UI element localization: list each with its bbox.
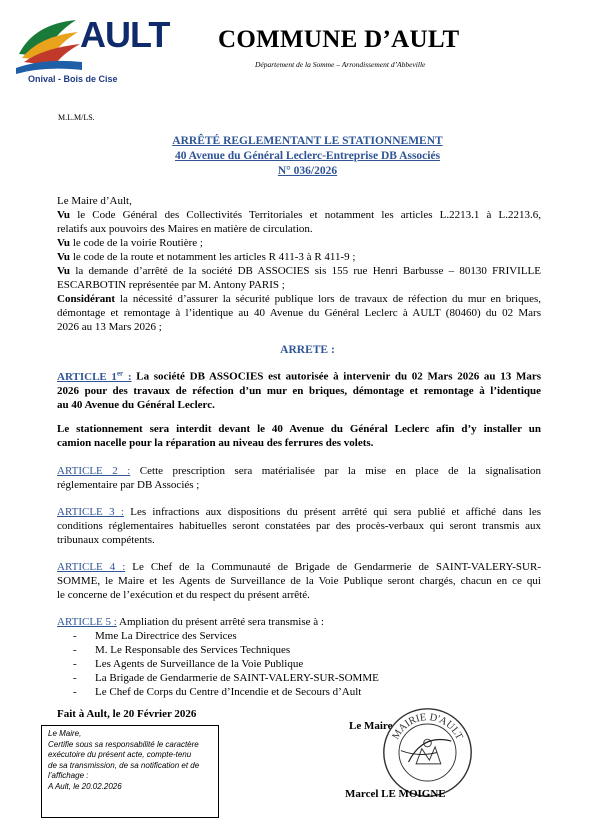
considerant-cont1: démontage et remontage à l’identique au 40 Avenue du Général Leclerc à AULT (80460) du 02 Mars xyxy=(57,307,541,319)
certification-box: Le Maire, Certifie sous sa responsabilité le caractère exécutoire du présent acte, compte-tenu de sa transmission, de sa notification et de l’affichage : A Ault, le 20.02.2026 xyxy=(41,725,219,818)
logo-wave-icon xyxy=(14,14,84,76)
maire-line: Le Maire d’Ault, xyxy=(57,195,132,207)
vu-demande: Vu la demande d’arrêté de la société DB ASSOCIES sis 155 rue Henri Barbusse – 80130 FRIVILLE xyxy=(57,265,541,277)
arrete-heading: ARRETE : xyxy=(280,344,335,356)
le-maire-label: Le Maire xyxy=(349,720,393,732)
decree-number: N° 036/2026 xyxy=(277,165,338,177)
article-2-label: ARTICLE 2 : xyxy=(57,465,131,477)
mairie-stamp-icon xyxy=(380,705,475,800)
department-line: Département de la Somme – Arrondissement d’Abbeville xyxy=(255,60,426,69)
vu-code-voirie: Vu le code de la voirie Routière ; xyxy=(57,237,203,249)
signatory-name: Marcel LE MOIGNE xyxy=(345,788,446,800)
article-1: ARTICLE 1er : La société DB ASSOCIES est autorisée à intervenir du 02 Mars 2026 au 13 Mars 2026 pour des travaux de réfection d’un mur en briques, démontage et remontage à l’identique au 40 Avenue du Général Leclerc. xyxy=(57,369,541,411)
article-1-label: ARTICLE 1er : xyxy=(57,369,132,383)
article-4: ARTICLE 4 : Le Chef de la Communauté de Brigade de Gendarmerie de SAINT-VALERY-SUR- SOMME, le Maire et les Agents de Surveillance de la Voie Publique seront chargés, chacun en ce qui le concerne de l’exécution et du respect du présent arrêté. xyxy=(57,561,541,601)
reference-code: M.L.M/LS. xyxy=(58,113,95,122)
decree-title-line2: 40 Avenue du Général Leclerc-Entreprise DB Associés xyxy=(174,150,441,162)
list-item: - M. Le Responsable des Services Techniques xyxy=(73,644,291,656)
svg-text:MAIRIE D'AULT: MAIRIE D'AULT xyxy=(390,712,465,742)
article-5-label: ARTICLE 5 : xyxy=(57,616,117,628)
list-item: - La Brigade de Gendarmerie de SAINT-VALERY-SUR-SOMME xyxy=(73,672,379,684)
article-4-label: ARTICLE 4 : xyxy=(57,561,126,573)
article-3-label: ARTICLE 3 : xyxy=(57,506,124,518)
article-3: ARTICLE 3 : Les infractions aux dispositions du présent arrêté qui sera publié et affiché dans les conditions réglementaires habituelles seront constatées par des procès-verbaux qui seront transmis aux tribunaux compétents. xyxy=(57,506,542,546)
considerant: Considérant la nécessité d’assurer la sécurité publique lors de travaux de réfection du mur en briques, xyxy=(57,293,541,305)
commune-logo xyxy=(14,14,170,86)
vu-code-route: Vu le code de la route et notamment les articles R 411-3 à R 411-9 ; xyxy=(57,251,356,263)
vu-code-collectivites: Vu le Code Général des Collectivités Territoriales et notamment les articles L.2213.1 à L.2213.6, xyxy=(57,209,541,221)
logo-subtitle: Onival - Bois de Cise xyxy=(28,74,118,84)
logo-word: AULT xyxy=(80,14,170,55)
vu-demande-cont: ESCARBOTIN représentée par M. Antony PARIS ; xyxy=(57,279,285,291)
article-2: ARTICLE 2 : Cette prescription sera matérialisée par la mise en place de la signalisation réglementaire par DB Associés ; xyxy=(57,465,541,491)
list-item: - Mme La Directrice des Services xyxy=(73,630,237,642)
stationnement-paragraph: Le stationnement sera interdit devant le 40 Avenue du Général Leclerc afin d’y installer un camion nacelle pour la réparation au niveau des ferrures des volets. xyxy=(57,423,541,449)
list-item: - Le Chef de Corps du Centre d’Incendie et de Secours d’Ault xyxy=(73,686,362,698)
considerant-cont2: 2026 au 13 Mars 2026 ; xyxy=(57,321,162,333)
list-item: - Les Agents de Surveillance de la Voie Publique xyxy=(73,658,304,670)
signature-date: Fait à Ault, le 20 Février 2026 xyxy=(57,708,197,720)
article-5: ARTICLE 5 : Ampliation du présent arrêté sera transmise à : xyxy=(57,616,324,628)
decree-title-line1: ARRÊTÉ REGLEMENTANT LE STATIONNEMENT xyxy=(172,135,443,147)
commune-title: COMMUNE D’AULT xyxy=(218,26,460,53)
vu-code-collectivites-cont: relatifs aux pouvoirs des Maires en matière de circulation. xyxy=(57,223,313,235)
preamble xyxy=(57,194,541,334)
